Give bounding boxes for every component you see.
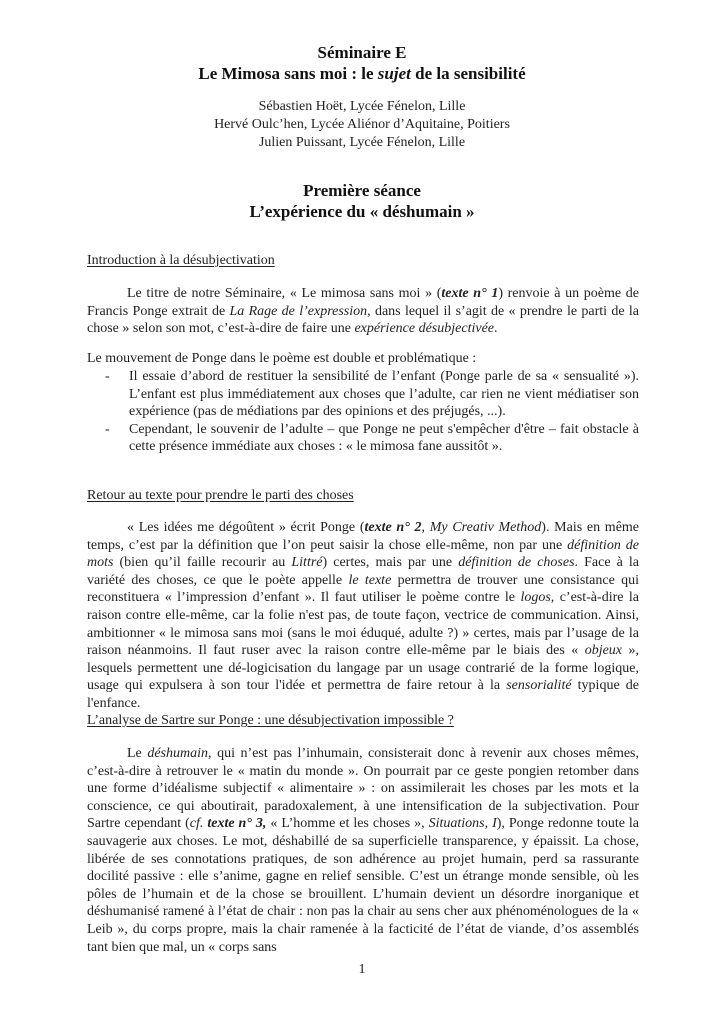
author: Hervé Oulc’hen, Lycée Aliénor d’Aquitaine, Poitiers [214, 117, 510, 132]
title-emphasis: sujet [377, 64, 411, 83]
author: Julien Puissant, Lycée Fénelon, Lille [258, 135, 466, 150]
session-title: L’expérience du « déshumain » [249, 202, 475, 221]
session-header [0, 180, 724, 222]
list-item: - Cependant, le souvenir de l’adulte – que Ponge ne peut s'empêcher d'être – fait obstacle à cette présence immédiate aux choses : « le mimosa fane aussitôt ». [105, 421, 639, 455]
paragraph-movement: Le mouvement de Ponge dans le poème est double et problématique : [87, 351, 477, 366]
section-heading-introduction: Introduction à la désubjectivation [87, 253, 275, 268]
paragraph-intro: Le titre de notre Séminaire, « Le mimosa sans moi » (texte n° 1) renvoie à un poème de Francis Ponge extrait de La Rage de l’expression, dans lequel il s’agit de « prendre le parti de la chose » selon son mot, c’est-à-dire de faire une expérience désubjectivée. [87, 286, 639, 337]
seminar-label: Séminaire E [317, 43, 407, 62]
section-heading-sartre: L’analyse de Sartre sur Ponge : une désubjectivation impossible ? [87, 713, 454, 728]
list-item: - Il essaie d’abord de restituer la sensibilité de l’enfant (Ponge parle de sa « sensualité »). L’enfant est plus immédiatement aux choses que l’adulte, car rien ne vient médiatiser son expérience (pas de médiations par des opinions et des préjugés, ...). [105, 369, 639, 420]
paragraph-sartre: Le déshumain, qui n’est pas l’inhumain, consisterait donc à revenir aux choses mêmes, c’est-à-dire à retrouver le « matin du monde ». On pourrait par ce geste pongien retomber dans une forme d’idéalisme subjectif « alimentaire » : on assimilerait les choses par les mots et la conscience, ce qui aboutirait, paradoxalement, à une intensification de la subjectivation. Pour Sartre cependant (cf. texte n° 3, « L’homme et les choses », Situations, I), Ponge redonne toute la sauvagerie aux choses. Le mot, déshabillé de sa superficielle transparence, y épaissit. La chose, libérée de ses connotations pratiques, de son adhérence au projet humain, perd sa rassurante docilité passive : elle s’anime, gagne en relief sensible. C’est un étrange monde sensible, où les pôles de l’humain et de la chose se brouillent. L’humain devient un désordre inorganique et déshumanisé ramené à l’état de chair : non pas la chair au sens cher aux phénoménologues de la « Leib », du corps propre, mais la chair ramenée à la facticité de l’état de viande, d’os assemblés tant bien que mal, un « corps sans [87, 746, 640, 955]
seminar-title: Le Mimosa sans moi : le sujet de la sensibilité [198, 64, 526, 83]
section-heading-retour: Retour au texte pour prendre le parti des choses [87, 488, 354, 503]
author: Sébastien Hoët, Lycée Fénelon, Lille [258, 99, 466, 114]
paragraph-retour: « Les idées me dégoûtent » écrit Ponge (texte n° 2, My Creativ Method). Mais en même temps, c’est par la définition que l’on peut saisir la chose elle-même, non par une définition de mots (bien qu’il faille recourir au Littré) certes, mais par une définition de choses. Face à la variété des choses, ce que le poète appelle le texte permettra de trouver une consistance qui reconstituera « l’impression d’enfant ». Il faut utiliser le poème contre le logos, c’est-à-dire la raison contre elle-même, car la folie n'est pas, de toute façon, vectrice de communication. Ainsi, ambitionner « le mimosa sans moi (sans le moi éduqué, adulte ?) » certes, mais par l’usage de la raison néanmoins. Il faut ruser avec la raison contre elle-même par le biais des « objeux », lesquels permettent une dé-logicisation du langage par un usage contrarié de la forme logique, usage qui expulsera à son tour l'idée et permettra de faire retour à la sensorialité typique de l'enfance. [87, 520, 640, 711]
page-number: 1 [358, 962, 366, 977]
document-header [0, 42, 724, 84]
session-label: Première séance [303, 181, 421, 200]
author-list [0, 98, 724, 152]
bullet-list [87, 368, 639, 456]
bullet-marker: - [105, 421, 110, 437]
bullet-marker: - [105, 369, 110, 384]
